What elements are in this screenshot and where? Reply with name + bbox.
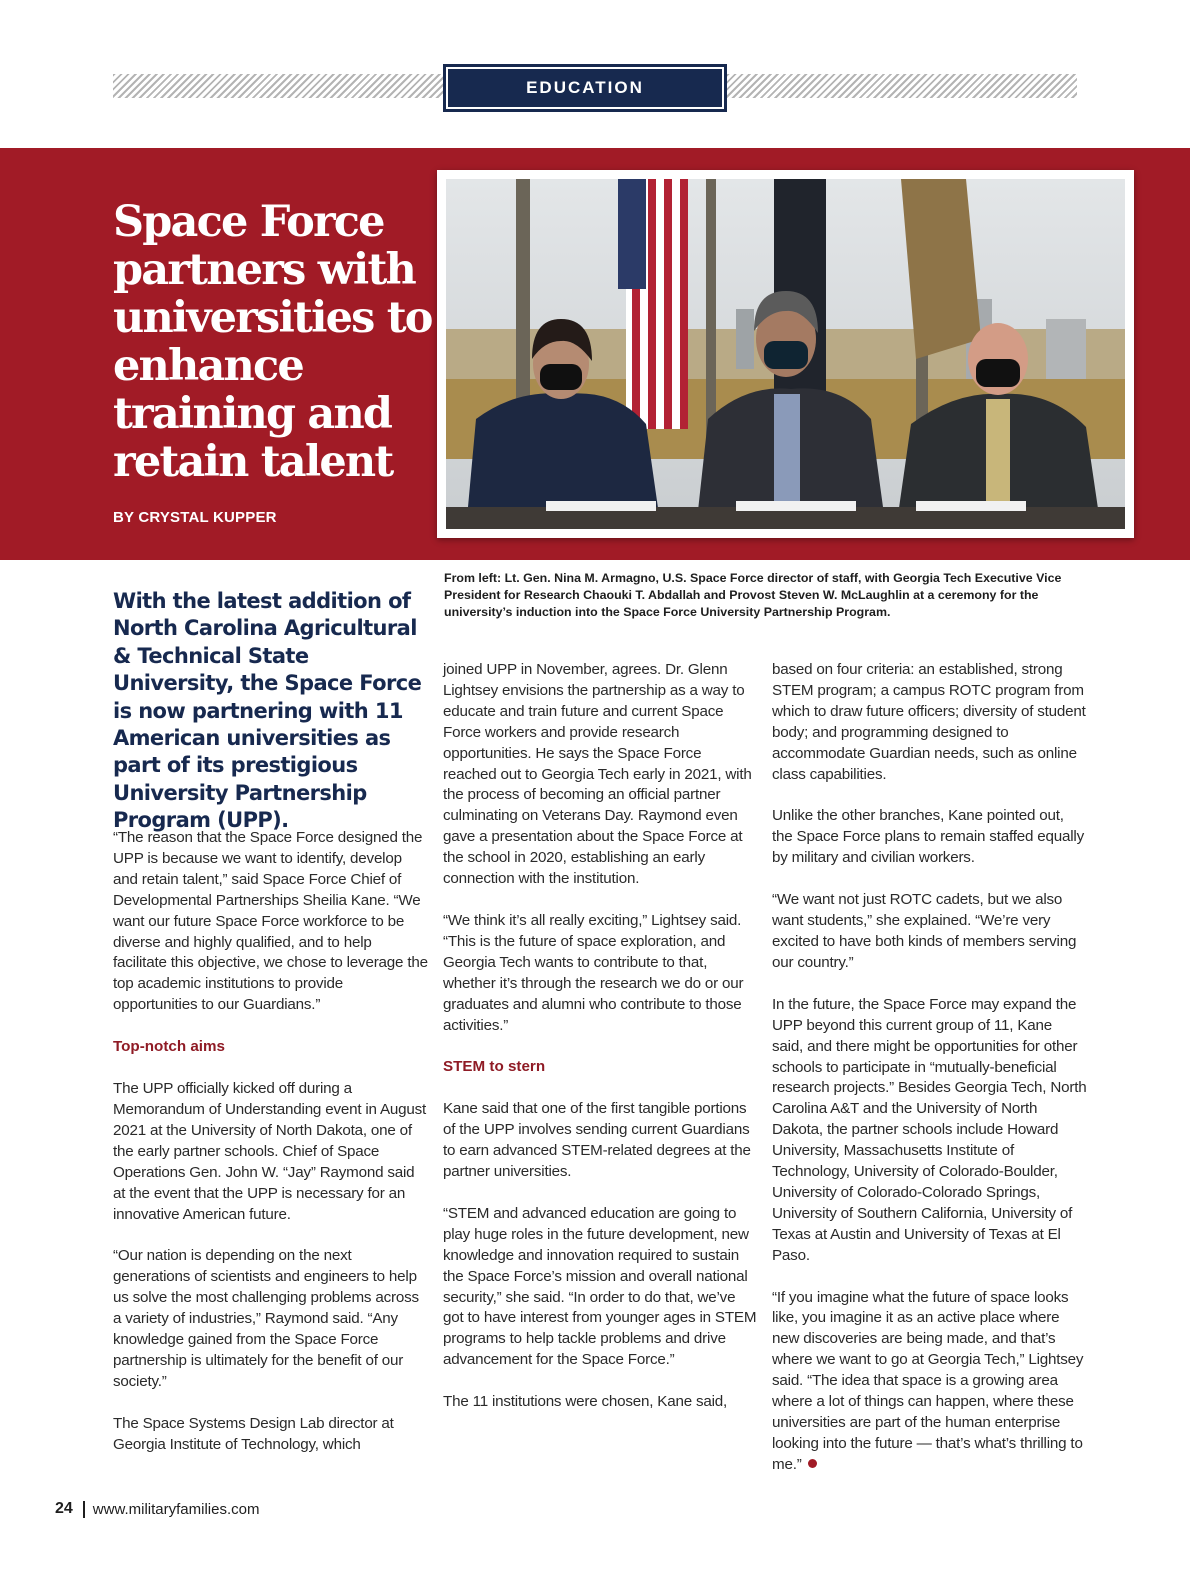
body-column-2 <box>443 660 758 1434</box>
article-byline: BY CRYSTAL KUPPER <box>113 509 277 526</box>
paragraph: “STEM and advanced education are going to play huge roles in the future development, new knowledge and innovation required to sustain the Space Force’s mission and overall national security,” she said. “In order to do that, we’ve got to have interest from younger ages in STEM programs to help tackle problems and drive advancement for the Space Force.” <box>443 1204 757 1369</box>
body-column-1 <box>113 828 428 1477</box>
closing-paragraph-text: “If you imagine what the future of space looks like, you imagine it as an active place where new discoveries are being made, and that’s where we want to go at Georgia Tech,” Lightsey said. “The idea that space is a growing area where a lot of things can happen, where these universities are part of the human enterprise looking into the future — that’s what’s thrilling to me.” <box>772 1288 1084 1473</box>
end-mark-icon <box>808 1459 817 1468</box>
paragraph: In the future, the Space Force may expand the UPP beyond this current group of 11, Kane said, and there might be opportunities for other schools to participate in “mutually-beneficial research projects.” Besides Georgia Tech, North Carolina A&T and the University of North Dakota, the partner schools include Howard University, Massachusetts Institute of Technology, University of Colorado-Boulder, University of Colorado-Colorado Springs, University of Southern California, University of Texas at Austin and University of Texas at El Paso. <box>772 995 1087 1264</box>
article-title: Space Force partners with universities to enhance training and retain talent <box>113 197 432 487</box>
website-url: www.militaryfamilies.com <box>92 1500 260 1518</box>
body-column-3 <box>772 660 1087 1497</box>
paragraph: joined UPP in November, agrees. Dr. Glenn Lightsey envisions the partnership as a way to educate and train future and current Space Force workers and provide research opportunities. He says the Space Force reached out to Georgia Tech early in 2021, with the process of becoming an official partner culminating on Veterans Day. Raymond even gave a presentation about the Space Force at the school in 2020, establishing an early connection with the institution. <box>443 661 752 888</box>
paragraph: The UPP officially kicked off during a Memorandum of Understanding event in August 2021 at the University of North Dakota, one of the early partner schools. Chief of Space Operations Gen. John W. “Jay” Raymond said at the event that the UPP is necessary for an innovative American future. <box>113 1080 427 1223</box>
section-label: EDUCATION <box>443 64 727 112</box>
article-lede: With the latest addition of North Carolina Agricultural & Technical State University, the Space Force is now partnering with 11 American universities as part of its prestigious University Partnership Program (UPP). <box>113 589 422 833</box>
paragraph <box>772 1288 1087 1476</box>
header-hatch-right <box>727 74 1077 98</box>
footer-divider <box>83 1501 85 1518</box>
page-footer <box>55 1500 259 1518</box>
photo-frame <box>437 170 1134 538</box>
subheading-top-notch-aims: Top-notch aims <box>113 1038 225 1056</box>
paragraph: Kane said that one of the first tangible portions of the UPP involves sending current Guardians to earn advanced STEM-related degrees at the partner universities. <box>443 1100 751 1181</box>
paragraph: “We think it’s all really exciting,” Lightsey said. “This is the future of space exploration, and Georgia Tech wants to contribute to that, whether it’s through the research we do or our graduates and alumni who contribute to those activities.” <box>443 911 744 1034</box>
paragraph: The 11 institutions were chosen, Kane said, <box>443 1393 728 1411</box>
header-hatch-left <box>113 74 443 98</box>
paragraph: Unlike the other branches, Kane pointed out, the Space Force plans to remain staffed equally by military and civilian workers. <box>772 807 1084 867</box>
paragraph: “The reason that the Space Force designed the UPP is because we want to identify, develop and retain talent,” said Space Force Chief of Developmental Partnerships Sheilia Kane. “We want our future Space Force workforce to be diverse and highly qualified, and to help facilitate this objective, we chose to leverage the top academic institutions to provide opportunities to our Guardians.” <box>113 829 428 1014</box>
paragraph: “Our nation is depending on the next generations of scientists and engineers to help us solve the most challenging problems across a variety of industries,” Raymond said. “Any knowledge gained from the Space Force partnership is ultimately for the benefit of our society.” <box>113 1247 419 1390</box>
paragraph: “We want not just ROTC cadets, but we also want students,” she explained. “We’re very excited to have both kinds of members serving our country.” <box>772 891 1077 971</box>
ceremony-photo-illustration <box>446 179 1125 529</box>
page-number: 24 <box>55 1500 73 1517</box>
ceremony-photo <box>446 179 1125 529</box>
photo-caption: From left: Lt. Gen. Nina M. Armagno, U.S. Space Force director of staff, with Georgia Tech Executive Vice President for Research Chaouki T. Abdallah and Provost Steven W. McLaughlin at a ceremony for the university’s induction into the Space Force University Partnership Program. <box>444 571 1062 619</box>
paragraph: based on four criteria: an established, strong STEM program; a campus ROTC program from which to draw future officers; diversity of student body; and programming designed to accommodate Guardian needs, such as online class capabilities. <box>772 661 1086 783</box>
us-flag <box>618 179 688 429</box>
subheading-stem-to-stern: STEM to stern <box>443 1058 546 1076</box>
paragraph: The Space Systems Design Lab director at Georgia Institute of Technology, which <box>113 1414 394 1453</box>
